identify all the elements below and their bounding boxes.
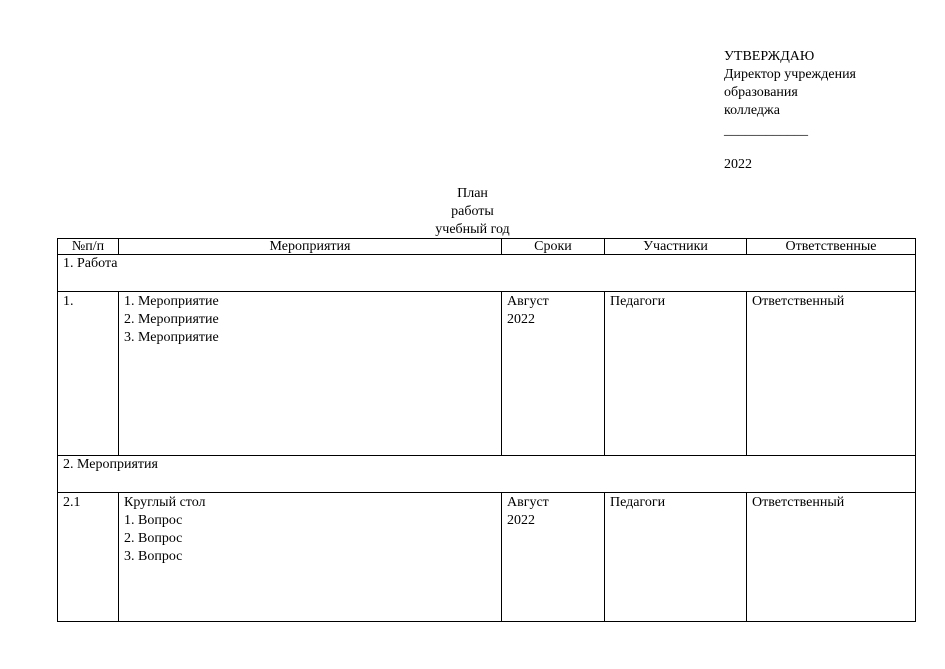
approval-line: колледжа: [724, 103, 780, 118]
participants-cell: [605, 292, 747, 456]
approval-date: 2022: [724, 157, 752, 172]
title-line: План: [457, 186, 488, 201]
responsible-line: Ответственный: [752, 294, 845, 309]
plan-table: [57, 238, 916, 622]
row-number: 1.: [58, 292, 119, 456]
column-header: Сроки: [502, 239, 605, 255]
responsible-line: Ответственный: [752, 495, 845, 510]
terms-line: 2022: [507, 513, 535, 528]
event-line: 1. Мероприятие: [124, 294, 219, 309]
document-title: [0, 185, 945, 239]
event-line: 3. Мероприятие: [124, 330, 219, 345]
terms-line: 2022: [507, 312, 535, 327]
event-line: 3. Вопрос: [124, 549, 183, 564]
terms-line: Август: [507, 495, 549, 510]
responsible-cell: [747, 493, 916, 622]
approval-line: Директор учреждения: [724, 67, 856, 82]
column-header: Ответственные: [747, 239, 916, 255]
approval-signature: ____________: [724, 123, 808, 138]
event-line: 1. Вопрос: [124, 513, 183, 528]
terms-cell: [502, 292, 605, 456]
section-title: 2. Мероприятия: [58, 456, 916, 493]
participants-line: Педагоги: [610, 294, 666, 309]
approval-line: образования: [724, 85, 798, 100]
row-number: 2.1: [58, 493, 119, 622]
event-line: 2. Вопрос: [124, 531, 183, 546]
event-line: Круглый стол: [124, 495, 206, 510]
terms-line: Август: [507, 294, 549, 309]
column-header: Участники: [605, 239, 747, 255]
title-line: работы: [451, 204, 494, 219]
events-cell: [119, 292, 502, 456]
responsible-cell: [747, 292, 916, 456]
table-row: [58, 493, 916, 622]
column-header: №п/п: [58, 239, 119, 255]
approval-heading: УТВЕРЖДАЮ: [724, 49, 815, 64]
section-row: [58, 255, 916, 292]
terms-cell: [502, 493, 605, 622]
participants-cell: [605, 493, 747, 622]
title-line: учебный год: [435, 222, 510, 237]
section-row: [58, 456, 916, 493]
events-cell: [119, 493, 502, 622]
table-header-row: [58, 239, 916, 255]
section-title: 1. Работа: [58, 255, 916, 292]
table-row: [58, 292, 916, 456]
approval-block: [724, 48, 905, 174]
column-header: Мероприятия: [119, 239, 502, 255]
event-line: 2. Мероприятие: [124, 312, 219, 327]
participants-line: Педагоги: [610, 495, 666, 510]
